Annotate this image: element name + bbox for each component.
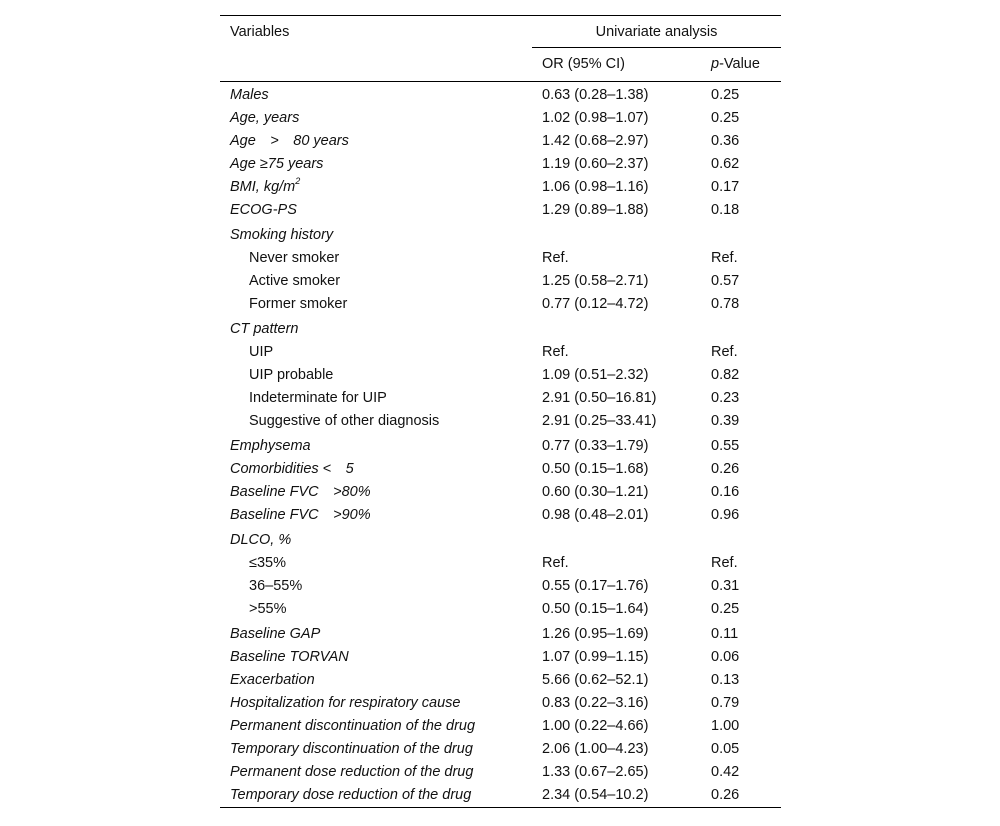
table-row: Exacerbation 5.66 (0.62–52.1) 0.13 (230, 672, 740, 688)
table-row: 36–55% 0.55 (0.17–1.76) 0.31 (249, 578, 740, 594)
table-row: UIP Ref. Ref. (249, 344, 738, 360)
table-row: UIP probable 1.09 (0.51–2.32) 0.82 (249, 367, 740, 383)
table-row: Baseline TORVAN 1.07 (0.99–1.15) 0.06 (230, 649, 740, 665)
variables-header: Variables (230, 24, 290, 40)
table-row: Males 0.63 (0.28–1.38) 0.25 (230, 87, 740, 103)
table-row: ECOG-PS 1.29 (0.89–1.88) 0.18 (230, 202, 740, 218)
table-row: Temporary discontinuation of the drug 2.06 (1.00–4.23) 0.05 (230, 741, 740, 757)
group-heading: CT pattern (230, 321, 299, 337)
header-row-1 (220, 16, 781, 48)
table-row: Never smoker Ref. Ref. (249, 250, 738, 266)
table-row: >55% 0.50 (0.15–1.64) 0.25 (249, 601, 740, 617)
table-row: Emphysema 0.77 (0.33–1.79) 0.55 (230, 438, 740, 454)
p-value-header: p-Value (711, 56, 760, 72)
table-row: Comorbidities < 5 0.50 (0.15–1.68) 0.26 (230, 461, 740, 477)
table-row: Suggestive of other diagnosis 2.91 (0.25–33.41) 0.39 (249, 413, 740, 429)
table-row: Temporary dose reduction of the drug 2.34 (0.54–10.2) 0.26 (220, 784, 781, 808)
table-row: BMI, $kg/m^2$ 1.06 (0.98–1.16) 0.17 (230, 176, 740, 195)
group-heading: DLCO, % (230, 532, 292, 548)
regression-table (220, 15, 781, 808)
table-row: ≤35% Ref. Ref. (249, 555, 738, 571)
table-row: Baseline FVC >80% 0.60 (0.30–1.21) 0.16 (230, 484, 740, 500)
table-row: Age, years 1.02 (0.98–1.07) 0.25 (230, 110, 740, 126)
table-row: Former smoker 0.77 (0.12–4.72) 0.78 (249, 296, 740, 312)
group-heading: Smoking history (230, 227, 334, 243)
table-row: Hospitalization for respiratory cause 0.83 (0.22–3.16) 0.79 (230, 695, 740, 711)
table-row: Active smoker 1.25 (0.58–2.71) 0.57 (249, 273, 740, 289)
table-row: Age > 80 years 1.42 (0.68–2.97) 0.36 (230, 133, 740, 149)
table-row: Permanent discontinuation of the drug 1.00 (0.22–4.66) 1.00 (230, 718, 740, 734)
table-row: Age ≥75 years 1.19 (0.60–2.37) 0.62 (230, 156, 740, 172)
univariate-header: Univariate analysis (595, 24, 718, 40)
table-row: Indeterminate for UIP 2.91 (0.50–16.81) 0.23 (249, 390, 740, 406)
table-row: Permanent dose reduction of the drug 1.33 (0.67–2.65) 0.42 (230, 764, 740, 780)
header-row-2 (220, 48, 781, 82)
table-row: Baseline FVC >90% 0.98 (0.48–2.01) 0.96 (230, 507, 740, 523)
table-row: Baseline GAP 1.26 (0.95–1.69) 0.11 (230, 626, 739, 642)
or-ci-header: OR (95% CI) (542, 56, 625, 72)
